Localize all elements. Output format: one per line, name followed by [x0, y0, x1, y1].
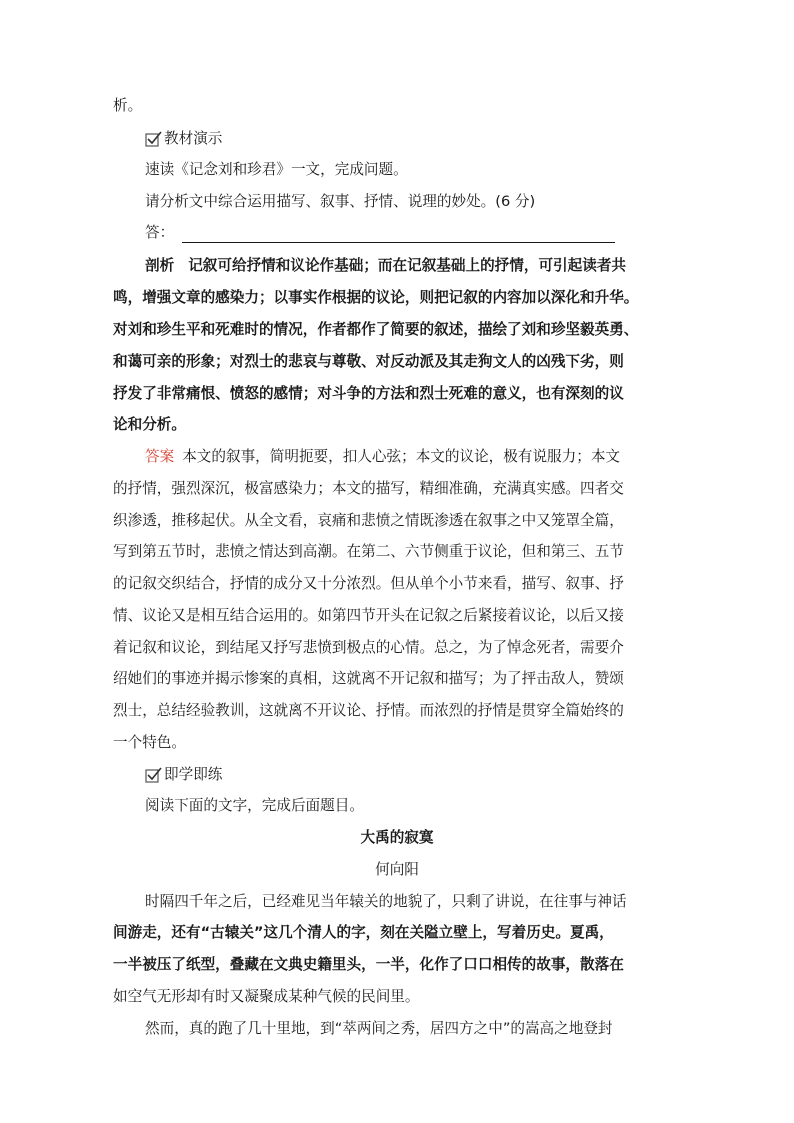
analysis-line-3: 对刘和珍生平和死难时的情况，作者都作了简要的叙述，描绘了刘和珍坚毅英勇、 — [113, 321, 639, 338]
analysis-line-1: 剖析 记叙可给抒情和议论作基础；而在记叙基础上的抒情，可引起读者共 — [145, 257, 627, 274]
article-line-3: 一半被压了纸型，叠藏在文典史籍里头，一半，化作了口口相传的故事，散落在 — [113, 956, 624, 973]
answer-line-4: 写到第五节时，悲愤之情达到高潮。在第二、六节侧重于议论，但和第三、五节 — [113, 543, 624, 560]
answer-line-2: 的抒情，强烈深沉，极富感染力；本文的描写，精细准确，充满真实感。四者交 — [113, 480, 624, 497]
answer-blank-line — [182, 227, 615, 243]
intro-end-text: 析。 — [113, 97, 143, 114]
answer-line-5: 的记叙交织结合，抒情的成分又十分浓烈。但从单个小节来看，描写、叙事、抒 — [113, 575, 624, 592]
analysis-line-6: 论和分析。 — [113, 416, 186, 433]
answer-line-8: 绍她们的事迹并揭示惨案的真相，这就离不开记叙和描写；为了抨击敌人，赞颂 — [113, 670, 624, 687]
checkbox-check-icon — [145, 131, 162, 147]
article-line-5: 然而，真的跑了几十里地，到“萃两间之秀，居四方之中”的嵩高之地登封 — [145, 1020, 613, 1037]
section2-instruction: 阅读下面的文字，完成后面题目。 — [145, 797, 364, 814]
section-heading-textbook-demo — [145, 129, 713, 149]
answer-label: 答案 — [145, 448, 175, 465]
answer-line-9: 烈士，总结经验教训，这就离不开议论、抒情。而浓烈的抒情是贯穿全篇始终的 — [113, 702, 624, 719]
article-author: 何向阳 — [375, 861, 419, 878]
analysis-label: 剖析 — [145, 257, 175, 274]
analysis-line-2: 鸣，增强文章的感染力；以事实作根据的议论，则把记叙的内容加以深化和升华。 — [113, 289, 639, 306]
answer-line-7: 着记叙和议论，到结尾又抒写悲愤到极点的心情。总之，为了悼念死者，需要介 — [113, 639, 624, 656]
analysis-line-4: 和蔼可亲的形象；对烈士的悲哀与尊敬、对反动派及其走狗文人的凶残下劣，则 — [113, 353, 624, 370]
section1-question: 请分析文中综合运用描写、叙事、抒情、说理的妙处。(6 分) — [145, 193, 536, 210]
answer-line-3: 织渗透，推移起伏。从全文看，哀痛和悲愤之情既渗透在叙事之中又笼罩全篇， — [113, 512, 624, 529]
checkbox-check-icon — [145, 767, 162, 783]
section-heading-practice — [145, 765, 713, 785]
answer-line-10: 一个特色。 — [113, 734, 186, 751]
answer-prompt-row — [145, 223, 681, 243]
article-line-4: 如空气无形却有时又凝聚成某种气候的民间里。 — [113, 988, 420, 1005]
article-line-2: 间游走，还有“古辕关”这几个清人的字，刻在关隘立壁上，写着历史。夏禹， — [113, 924, 614, 941]
answer-line-1: 答案 本文的叙事，简明扼要，扣人心弦；本文的议论，极有说服力；本文 — [145, 448, 621, 465]
section-title: 即学即练 — [164, 766, 223, 783]
answer-line-6: 情、议论又是相互结合运用的。如第四节开头在记叙之后紧接着议论，以后又接 — [113, 607, 624, 624]
section1-instruction: 速读《记念刘和珍君》一文，完成问题。 — [145, 161, 408, 178]
analysis-line-5: 抒发了非常痛恨、愤怒的感情；对斗争的方法和烈士死难的意义，也有深刻的议 — [113, 385, 624, 402]
answer-prompt: 答： — [145, 224, 175, 241]
section-title: 教材演示 — [164, 130, 223, 147]
article-line-1: 时隔四千年之后，已经难见当年辕关的地貌了，只剩了讲说，在往事与神话 — [145, 893, 627, 910]
article-title: 大禹的寂寞 — [360, 829, 434, 846]
